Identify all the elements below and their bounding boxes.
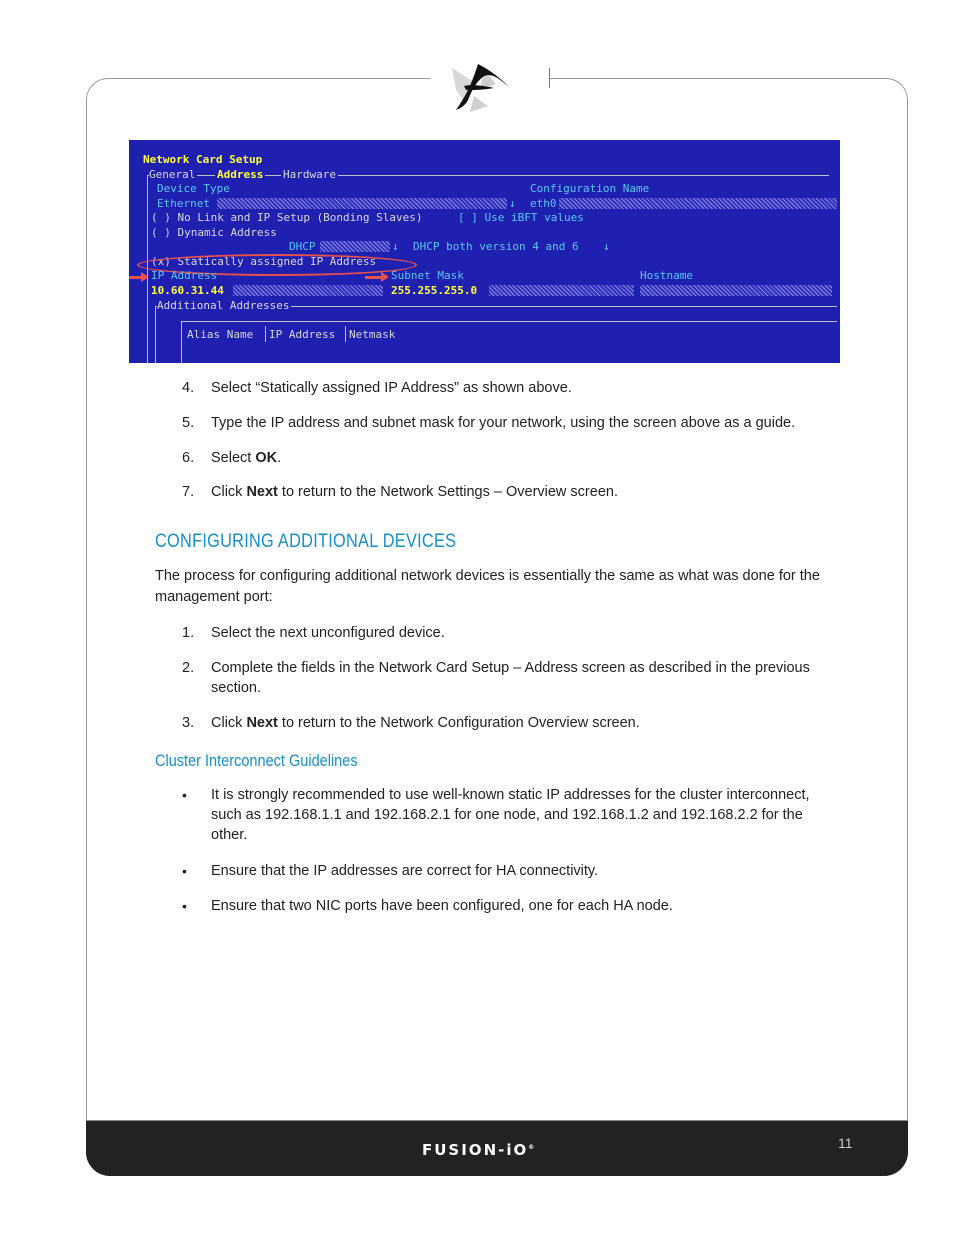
ip-address-input[interactable]: 10.60.31.44 bbox=[151, 284, 224, 297]
step-text: Select OK. bbox=[211, 450, 282, 466]
step-text: Type the IP address and subnet mask for your network, using the screen above as a guide. bbox=[211, 415, 796, 431]
additional-rule-left bbox=[155, 306, 156, 363]
col-sep bbox=[265, 326, 266, 342]
sub-heading: Cluster Interconnect Guidelines bbox=[155, 752, 358, 770]
network-card-setup-screenshot bbox=[129, 140, 840, 363]
col-sep bbox=[345, 326, 346, 342]
step-text: Complete the fields in the Network Card Setup – Address screen as described in the previous section. bbox=[211, 660, 810, 696]
bullet-icon: • bbox=[182, 863, 187, 879]
tab-address[interactable]: Address bbox=[217, 168, 264, 181]
page-number: 11 bbox=[838, 1135, 853, 1151]
step-number: 7. bbox=[182, 484, 195, 500]
tab-hardware[interactable]: Hardware bbox=[283, 168, 336, 181]
bullet-text: Ensure that the IP addresses are correct for HA connectivity. bbox=[211, 863, 599, 879]
arrow-down-icon: ↓ bbox=[603, 240, 610, 253]
arrow-right-icon bbox=[129, 276, 143, 279]
step-text: Click Next to return to the Network Configuration Overview screen. bbox=[211, 715, 640, 731]
config-name-input[interactable]: eth0 bbox=[530, 197, 557, 210]
radio-static[interactable]: (x) Statically assigned IP Address bbox=[151, 255, 377, 268]
bullet-text: It is strongly recommended to use well-known static IP addresses for the cluster interconnect, such as 192.168.1.1 and 192.168.2.1 for one node, and 192.168.1.2 and 192.168.2.2 for the other. bbox=[211, 787, 810, 843]
col-ip-address[interactable]: IP Address bbox=[269, 328, 336, 341]
subnet-mask-input[interactable]: 255.255.255.0 bbox=[391, 284, 478, 297]
checkbox-ibft[interactable]: [ ] Use iBFT values bbox=[458, 211, 584, 224]
radio-no-link[interactable]: ( ) No Link and IP Setup (Bonding Slaves) bbox=[151, 211, 423, 224]
arrow-down-icon: ↓ bbox=[392, 240, 399, 253]
dhcp-fill bbox=[320, 241, 390, 252]
footer-brand: FUSION-iO® bbox=[422, 1141, 537, 1159]
bullet-icon: • bbox=[182, 787, 187, 803]
step-text: Select the next unconfigured device. bbox=[211, 625, 445, 641]
col-alias-name[interactable]: Alias Name bbox=[187, 328, 254, 341]
dhcp-select[interactable]: DHCP bbox=[289, 240, 316, 253]
hostname-input[interactable] bbox=[640, 285, 832, 296]
step-number: 5. bbox=[182, 415, 195, 431]
subnet-fill bbox=[489, 285, 634, 296]
col-netmask[interactable]: Netmask bbox=[349, 328, 396, 341]
step-number: 1. bbox=[182, 625, 195, 641]
config-name-label: Configuration Name bbox=[530, 182, 650, 195]
dhcp-version-select[interactable]: DHCP both version 4 and 6 bbox=[413, 240, 579, 253]
arrow-right-icon bbox=[365, 276, 383, 279]
device-type-label: Device Type bbox=[157, 182, 230, 195]
step-number: 3. bbox=[182, 715, 195, 731]
radio-dynamic[interactable]: ( ) Dynamic Address bbox=[151, 226, 277, 239]
ip-fill bbox=[233, 285, 383, 296]
step-number: 4. bbox=[182, 380, 195, 396]
step-text: Click Next to return to the Network Settings – Overview screen. bbox=[211, 484, 618, 500]
screen-title: Network Card Setup bbox=[143, 153, 263, 166]
section-heading: CONFIGURING ADDITIONAL DEVICES bbox=[155, 531, 457, 552]
ip-address-label: IP Address bbox=[151, 269, 218, 282]
table-rule bbox=[181, 321, 837, 322]
arrow-down-icon: ↓ bbox=[509, 197, 516, 210]
section-paragraph: The process for configuring additional network devices is essentially the same as what was done for the management port: bbox=[155, 568, 820, 605]
fusion-io-swirl-logo bbox=[444, 60, 514, 116]
subnet-mask-label: Subnet Mask bbox=[391, 269, 464, 282]
step-number: 6. bbox=[182, 450, 195, 466]
hostname-label: Hostname bbox=[640, 269, 693, 282]
table-rule-left bbox=[181, 321, 182, 363]
bullet-icon: • bbox=[182, 898, 187, 914]
device-type-fill bbox=[217, 198, 507, 209]
tab-general[interactable]: General bbox=[149, 168, 196, 181]
config-name-fill bbox=[559, 198, 837, 209]
step-text: Select “Statically assigned IP Address” as shown above. bbox=[211, 380, 572, 396]
bullet-text: Ensure that two NIC ports have been configured, one for each HA node. bbox=[211, 898, 673, 914]
frame-tick bbox=[549, 68, 550, 88]
step-number: 2. bbox=[182, 660, 195, 676]
device-type-select[interactable]: Ethernet bbox=[157, 197, 210, 210]
additional-addresses-label: Additional Addresses bbox=[157, 299, 290, 312]
